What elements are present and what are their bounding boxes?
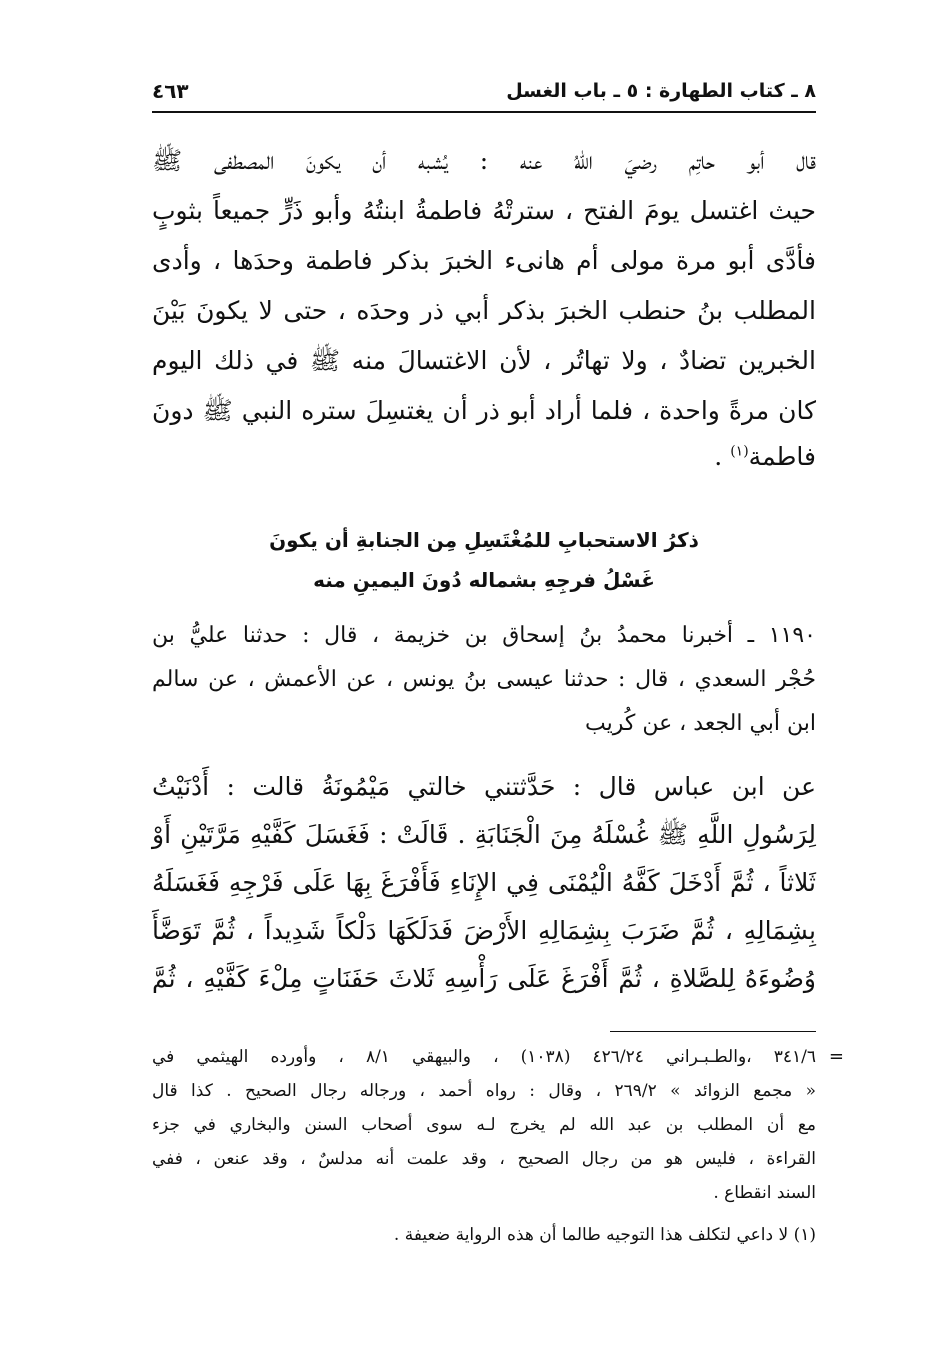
text-line: فأدَّى أبو مرة مولى أم هانىء الخبرَ بذكر فاطمة وحدَها ، وأدى	[152, 246, 816, 275]
text-line: الخبرين تضادٌ ، ولا تهاتُر ، لأن الاغتسالَ منه ﷺ في ذلك اليوم	[152, 346, 816, 375]
text-line: حيث اغتسل يومَ الفتح ، سترتْهُ فاطمةُ ابنتُهُ وأبو ذَرٍّ جميعاً بثوبٍ	[152, 196, 816, 225]
hadith-line: عن ابن عباس قال : حَدَّثتني خالتي مَيْمُونَةُ قالت : أَدْنَيْتُ	[152, 772, 816, 801]
text-line: كان مرةً واحدة ، فلما أراد أبو ذر أن يغتسِلَ ستره النبي ﷺ دونَ	[152, 396, 816, 425]
hadith-line: ثَلاثاً ، ثُمَّ أَدْخَلَ كَفَّهُ الْيُمْنَى فِي الإِنَاءِ فَأَفْرَغَ بِهَا عَلَى فَرْجِهِ فَغَسَلَهُ	[152, 868, 816, 897]
isnad-line: حُجْر السعدي ، قال : حدثنا عيسى بنُ يونس ، عن الأعمش ، عن سالم	[152, 667, 816, 692]
hadith-line: لِرَسُولِ اللَّهِ ﷺ غُسْلَهُ مِنَ الْجَنَابَةِ . قَالَتْ : فَغَسَلَ كَفَّيْهِ مَرَّتَيْنِ أَوْ	[152, 820, 816, 849]
text-fragment: فاطمة	[748, 442, 816, 471]
text-line: المطلب بنُ حنطب الخبرَ بذكر أبي ذر وحدَه ، حتى لا يكونَ بَيْنَ	[152, 296, 816, 325]
footnote-line: القراءة ، فليس هو من رجال الصحيح ، وقد علمت أنه مدلسٌ ، وقد عنعن ، ففي	[152, 1149, 816, 1169]
footnote-divider	[610, 1031, 816, 1032]
footnote-line: السند انقطاع .	[713, 1183, 816, 1203]
hadith-line: وُضُوءَهُ لِلصَّلاةِ ، ثُمَّ أَفْرَغَ عَلَى رَأْسِهِ ثَلاثَ حَفَنَاتٍ مِلْءَ كَفَّيْهِ ، ثُمَّ	[152, 964, 816, 993]
footnote-line: ٣٤١/٦ ،والطـبـراني ٤٢٦/٢٤ (١٠٣٨) ، والبيهقي ٨/١ ، وأورده الهيثمي في	[152, 1047, 816, 1067]
footnote-1: (١) لا داعي لتكلف هذا التوجيه طالما أن هذه الرواية ضعيفة .	[393, 1225, 816, 1245]
footnote-reference: (١)	[730, 443, 749, 460]
footnote-continuation-mark: =	[828, 1046, 844, 1067]
isnad-line: ١١٩٠ ـ أخبرنا محمدُ بنُ إسحاق بن خزيمة ، قال : حدثنا عليُّ بن	[152, 623, 816, 648]
footnote-line: مع أن المطلب بن عبد الله لم يخرج لـه سوى أصحاب السنن والبخاري في جزء	[152, 1115, 816, 1135]
running-title: ٨ ـ كتاب الطهارة : ٥ ـ باب الغسل	[506, 80, 816, 102]
text-line: قال أبو حاتِم رضيَ اللّهُ عنه : يُشبه أن يكونَ المصطفى ﷺ	[152, 146, 816, 175]
heading-line-2: غَسْلُ فرجِهِ بشماله دُونَ اليمينِ منه	[313, 568, 655, 592]
heading-line-1: ذكرُ الاستحبابِ للمُغْتَسِلِ مِن الجنابةِ أن يكونَ	[269, 528, 699, 552]
hadith-line: بِشِمَالِهِ ، ثُمَّ ضَرَبَ بِشِمَالِهِ الأَرْضَ فَدَلَكَهَا دَلْكاً شَدِيداً ، ثُمَّ تَوَضَّأَ	[152, 916, 816, 945]
page-header	[152, 78, 816, 108]
isnad-line: ابن أبي الجعد ، عن كُريب	[584, 711, 816, 736]
footnote-line: « مجمع الزوائد » ٢٦٩/٢ ، وقال : رواه أحمد ، ورجاله رجال الصحيح . كذا قال	[152, 1081, 816, 1101]
text-line-last	[152, 434, 816, 480]
page-number: ٤٦٣	[152, 79, 189, 103]
end-mark: .	[714, 442, 731, 471]
header-divider	[152, 111, 816, 113]
